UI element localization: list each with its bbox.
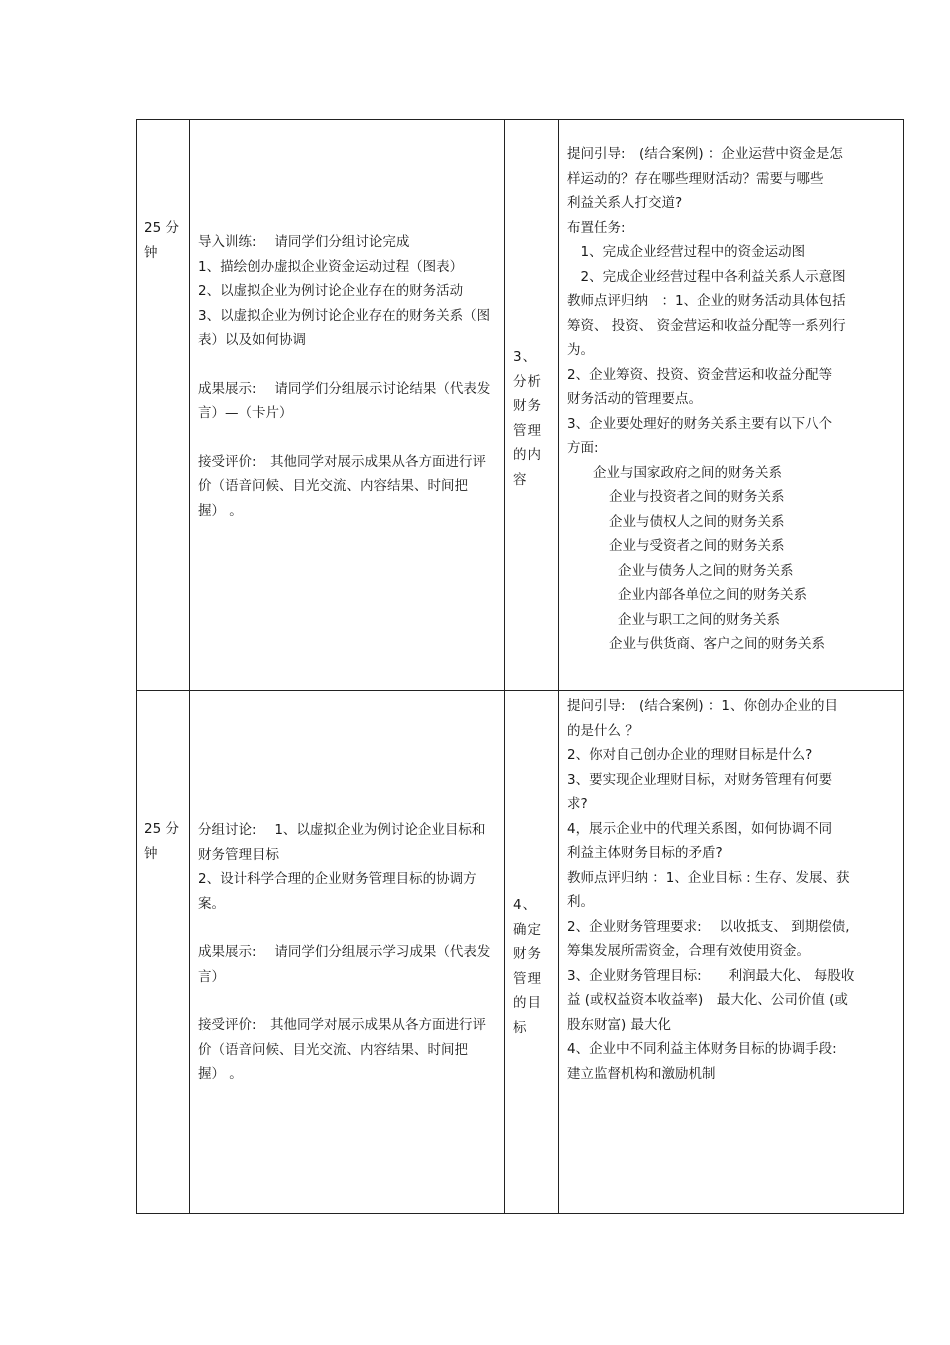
content-line: 财务活动的管理要点。 xyxy=(567,391,702,407)
showcase-text: 成果展示: 请同学们分组展示讨论结果（代表发言）—（卡片） xyxy=(198,380,491,421)
topic-cell xyxy=(505,120,559,691)
discussion-text: 分组讨论: 1、以虚拟企业为例讨论企业目标和财务管理目标 xyxy=(198,822,486,863)
content-line: 利益关系人打交道? xyxy=(567,195,683,211)
table-row xyxy=(137,120,904,691)
content-line: 教师点评归纳 ：1、企业的财务活动具体包括 xyxy=(567,293,846,309)
time-cell xyxy=(137,691,190,1214)
content-line: 利益主体财务目标的矛盾? xyxy=(567,845,723,861)
content-line: 2、完成企业经营过程中各利益关系人示意图 xyxy=(567,268,846,285)
intro-text: 导入训练: 请同学们分组讨论完成 xyxy=(198,234,410,250)
table-row xyxy=(137,691,904,1214)
content-line: 4，展示企业中的代理关系图，如何协调不同 xyxy=(567,820,833,837)
task-item: 2、以虚拟企业为例讨论企业存在的财务活动 xyxy=(198,283,464,299)
activity-cell xyxy=(190,120,505,691)
relation-item: 企业与国家政府之间的财务关系 xyxy=(593,464,782,481)
content-line: 筹资、 投资、 资金营运和收益分配等一系列行 xyxy=(567,317,846,334)
relation-item: 企业与债务人之间的财务关系 xyxy=(618,562,794,579)
content-line: 样运动的？存在哪些理财活动？需要与哪些 xyxy=(567,170,824,187)
content-line: 教师点评归纳 ：1、企业目标 : 生存、发展、获 xyxy=(567,869,850,886)
content-line: 的是什么 ？ xyxy=(567,722,639,739)
content-cell xyxy=(559,120,904,691)
content-line: 求? xyxy=(567,796,588,812)
content-line: 股东财富) 最大化 xyxy=(567,1016,672,1033)
showcase-text: 成果展示: 请同学们分组展示学习成果（代表发言） xyxy=(198,944,491,985)
activity-cell xyxy=(190,691,505,1214)
task-item: 2、设计科学合理的企业财务管理目标的协调方案。 xyxy=(198,871,477,912)
topic-label: 3、分析财务管理的内容 xyxy=(513,349,542,488)
content-line: 为。 xyxy=(567,342,594,358)
content-line: 2、企业筹资、投资、资金营运和收益分配等 xyxy=(567,366,833,383)
time-label: 25 分钟 xyxy=(144,220,179,261)
relation-item: 企业与投资者之间的财务关系 xyxy=(609,489,785,505)
relation-item: 企业与供货商、客户之间的财务关系 xyxy=(609,636,825,652)
content-line: 3、要实现企业理财目标，对财务管理有何要 xyxy=(567,771,833,788)
content-line: 益 (或权益资本收益率) 最大化、公司价值 (或 xyxy=(567,992,848,1008)
content-line: 3、企业要处理好的财务关系主要有以下八个 xyxy=(567,415,833,432)
content-line: 方面: xyxy=(567,440,599,456)
content-line: 2、你对自己创办企业的理财目标是什么? xyxy=(567,747,813,763)
content-line: 3、企业财务管理目标: 利润最大化、 每股收 xyxy=(567,967,855,984)
topic-cell xyxy=(505,691,559,1214)
content-line: 提问引导: (结合案例) ：企业运营中资金是怎 xyxy=(567,146,843,162)
content-line: 利。 xyxy=(567,894,594,910)
relation-item: 企业与债权人之间的财务关系 xyxy=(609,513,785,530)
relation-item: 企业与职工之间的财务关系 xyxy=(618,611,780,628)
relation-item: 企业内部各单位之间的财务关系 xyxy=(618,587,807,603)
relation-item: 企业与受资者之间的财务关系 xyxy=(609,538,785,554)
content-line: 2、企业财务管理要求: 以收抵支、 到期偿债, xyxy=(567,918,850,935)
content-line: 建立监督机构和激励机制 xyxy=(567,1065,716,1082)
content-line: 提问引导: (结合案例) ：1、你创办企业的目 xyxy=(567,698,838,714)
evaluation-text: 接受评价: 其他同学对展示成果从各方面进行评价（语音问候、目光交流、内容结果、时间把握） 。 xyxy=(198,453,487,519)
content-line: 筹集发展所需资金，合理有效使用资金。 xyxy=(567,943,810,959)
content-cell xyxy=(559,691,904,1214)
task-item: 1、描绘创办虚拟企业资金运动过程（图表） xyxy=(198,258,464,275)
lesson-plan-table xyxy=(136,119,904,1214)
evaluation-text: 接受评价: 其他同学对展示成果从各方面进行评价（语音问候、目光交流、内容结果、时间把握） 。 xyxy=(198,1017,487,1082)
content-line: 1、完成企业经营过程中的资金运动图 xyxy=(567,244,806,260)
content-line: 布置任务: xyxy=(567,219,626,236)
time-cell xyxy=(137,120,190,691)
time-label: 25 分钟 xyxy=(144,821,179,862)
task-item: 3、以虚拟企业为例讨论企业存在的财务关系（图表）以及如何协调 xyxy=(198,307,491,348)
topic-label: 4、确定财务管理的目标 xyxy=(513,897,542,1036)
content-line: 4、企业中不同利益主体财务目标的协调手段: xyxy=(567,1041,837,1057)
